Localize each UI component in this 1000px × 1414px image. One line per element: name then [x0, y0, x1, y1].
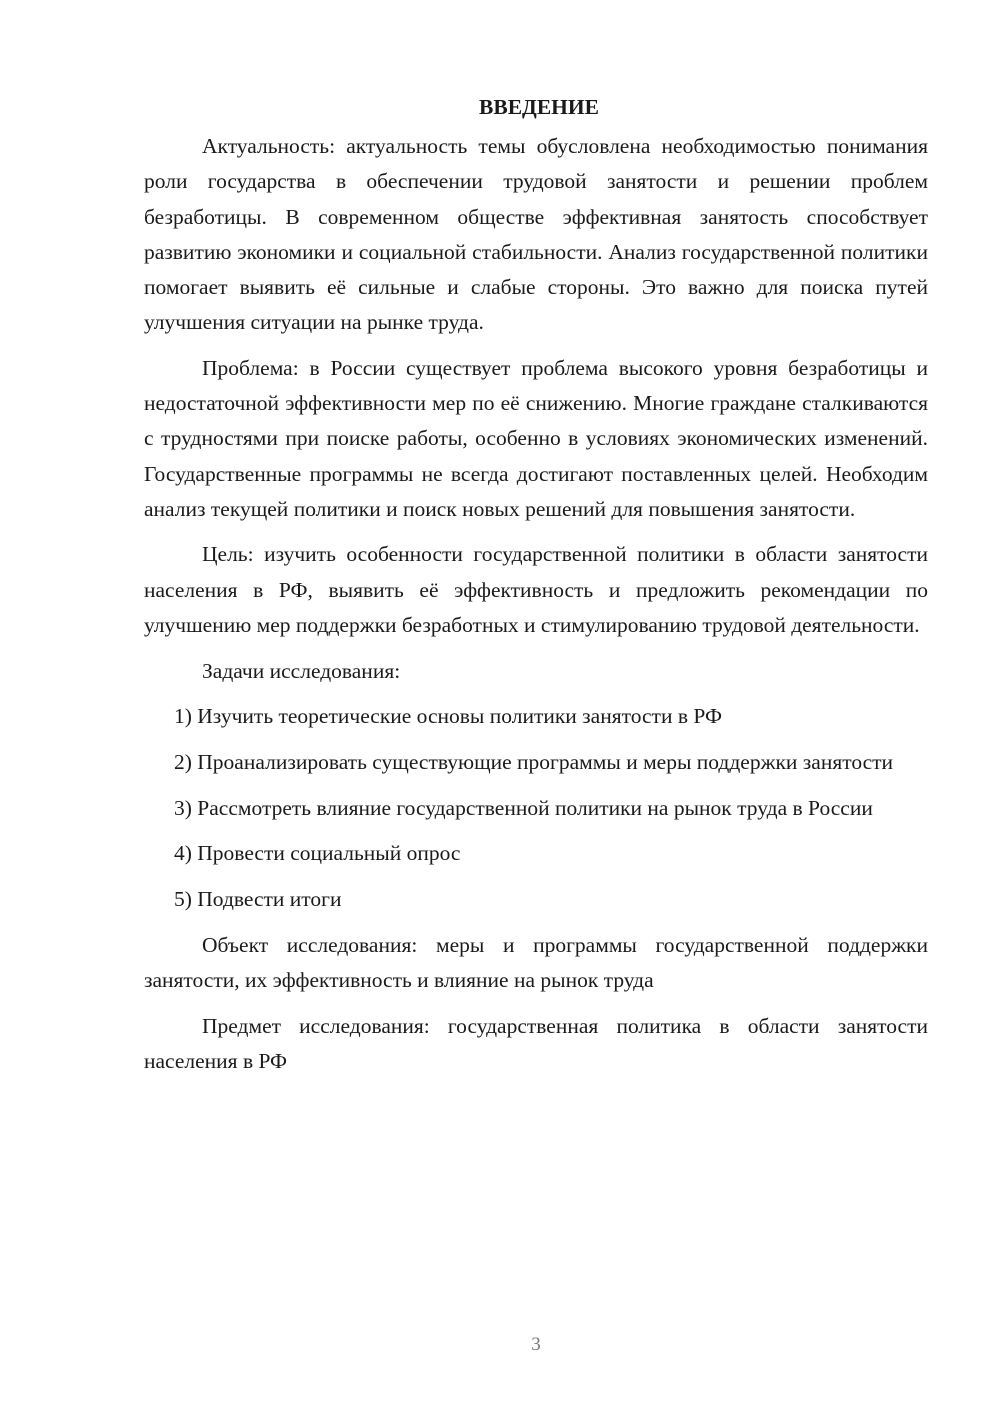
- tasks-intro: Задачи исследования:: [202, 658, 401, 683]
- paragraph-subject: Предмет исследования: государственная политика в области занятости населения в РФ: [144, 1013, 928, 1073]
- task-item: 5) Подвести итоги: [174, 887, 342, 912]
- task-item: 2) Проанализировать существующие программы и меры поддержки занятости: [174, 749, 894, 774]
- task-item: 1) Изучить теоретические основы политики занятости в РФ: [174, 704, 722, 729]
- document-body: [144, 90, 928, 1090]
- task-item: 3) Рассмотреть влияние государственной политики на рынок труда в России: [174, 795, 873, 820]
- page-number: 3: [531, 1334, 541, 1355]
- paragraph-goal: Цель: изучить особенности государственной политики в области занятости населения в РФ, выявить её эффективность и предложить рекомендации по улучшению мер поддержки безработных и стимулированию трудовой деятельности.: [144, 542, 928, 637]
- task-item: 4) Провести социальный опрос: [174, 841, 461, 866]
- paragraph-problem: Проблема: в России существует проблема высокого уровня безработицы и недостаточной эффективности мер по её снижению. Многие граждане сталкиваются с трудностями при поиске работы, особенно в условиях экономических изменений. Государственные программы не всегда достигают поставленных целей. Необходим анализ текущей политики и поиск новых решений для повышения занятости.: [144, 355, 928, 521]
- page-title: ВВЕДЕНИЕ: [479, 95, 599, 119]
- paragraph-object: Объект исследования: меры и программы государственной поддержки занятости, их эффективность и влияние на рынок труда: [144, 932, 928, 992]
- paragraph-relevance: Актуальность: актуальность темы обусловлена необходимостью понимания роли государства в обеспечении трудовой занятости и решении проблем безработицы. В современном обществе эффективная занятость способствует развитию экономики и социальной стабильности. Анализ государственной политики помогает выявить её сильные и слабые стороны. Это важно для поиска путей улучшения ситуации на рынке труда.: [144, 134, 928, 335]
